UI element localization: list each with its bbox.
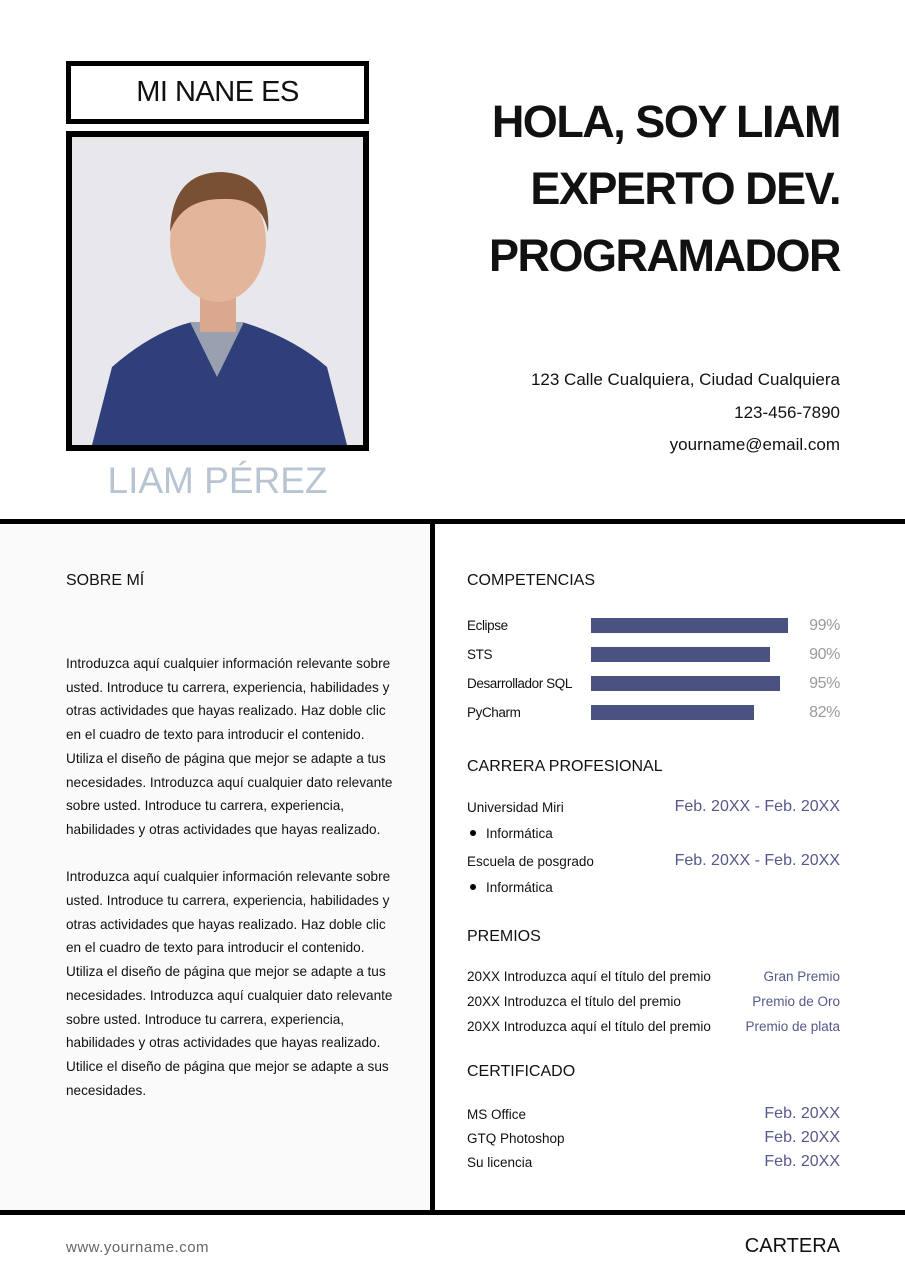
about-paragraph: Introduzca aquí cualquier información relevante sobre usted. Introduce tu carrera, experiencia, habilidades y otras actividades que hayas realizado. Haz doble clic en el cuadro de texto para introducir el contenido. Utiliza el diseño de página que mejor se adapte a tus necesidades. Introduzca aquí cualquier dato relevante sobre usted. Introduce tu carrera, experiencia, habilidades y otras actividades que hayas realizado. Utilice el diseño de página que mejor se adapte a sus necesidades.: [66, 869, 393, 1098]
skill-bar: [591, 676, 780, 691]
phone: 123-456-7890: [734, 402, 840, 422]
awards-list: [467, 964, 840, 1039]
skill-track: [591, 676, 796, 691]
skill-percent: 95%: [809, 674, 840, 692]
section-title: CERTIFICADO: [467, 1063, 576, 1080]
contact-info: [531, 364, 840, 462]
headline-line: PROGRAMADOR: [489, 230, 840, 281]
career-dates: Feb. 20XX - Feb. 20XX: [674, 852, 840, 869]
skill-track: [591, 618, 796, 633]
cert-date: Feb. 20XX: [764, 1129, 840, 1146]
career-detail: Informática: [486, 825, 553, 841]
cert-name: Su licencia: [467, 1154, 533, 1170]
headline: [489, 88, 840, 289]
skill-row: [467, 611, 840, 640]
headline-line: HOLA, SOY LIAM: [491, 96, 840, 147]
skill-name: Desarrollador SQL: [467, 676, 572, 691]
award-name: Premio de plata: [745, 1019, 840, 1034]
skill-row: [467, 640, 840, 669]
profile-photo: [66, 131, 369, 451]
career-place: Escuela de posgrado: [467, 853, 594, 869]
name-box: MI NANE ES: [66, 61, 369, 124]
about-text: [66, 652, 401, 1126]
skill-percent: 82%: [809, 703, 840, 721]
skill-track: [591, 705, 796, 720]
website-link[interactable]: www.yourname.com: [66, 1239, 210, 1256]
skill-name: PyCharm: [467, 705, 521, 720]
divider: [0, 1210, 905, 1215]
skill-bar: [591, 618, 788, 633]
bullet-icon: [470, 884, 476, 890]
skill-name: Eclipse: [467, 618, 508, 633]
skill-row: [467, 669, 840, 698]
skill-percent: 90%: [809, 645, 840, 663]
award-title: 20XX Introduzca el título del premio: [467, 994, 681, 1009]
skill-row: [467, 698, 840, 727]
cert-date: Feb. 20XX: [764, 1153, 840, 1170]
portfolio-label: CARTERA: [744, 1235, 840, 1257]
section-title: SOBRE MÍ: [66, 572, 145, 589]
address: 123 Calle Cualquiera, Ciudad Cualquiera: [530, 370, 840, 389]
award-name: Premio de Oro: [752, 994, 840, 1009]
certs-list: [467, 1102, 840, 1174]
award-title: 20XX Introduzca aquí el título del premio: [467, 1019, 711, 1034]
award-title: 20XX Introduzca aquí el título del premio: [467, 969, 711, 984]
award-name: Gran Premio: [763, 969, 840, 984]
email[interactable]: yourname@email.com: [669, 435, 840, 454]
cert-name: GTQ Photoshop: [467, 1130, 565, 1146]
cert-date: Feb. 20XX: [764, 1105, 840, 1122]
bullet-icon: [470, 830, 476, 836]
divider: [0, 519, 905, 524]
career-dates: Feb. 20XX - Feb. 20XX: [674, 798, 840, 815]
full-name: LIAM PÉREZ: [107, 460, 328, 501]
skill-name: STS: [467, 647, 493, 662]
career-detail: Informática: [486, 879, 553, 895]
section-title: CARRERA PROFESIONAL: [467, 758, 663, 775]
skill-track: [591, 647, 796, 662]
skill-percent: 99%: [809, 616, 840, 634]
divider: [430, 519, 435, 1212]
headline-line: EXPERTO DEV.: [530, 163, 840, 214]
skill-bar: [591, 705, 754, 720]
cert-name: MS Office: [467, 1106, 527, 1122]
skills-list: [467, 611, 840, 727]
section-title: COMPETENCIAS: [467, 572, 596, 589]
career-list: [467, 795, 840, 899]
skill-bar: [591, 647, 770, 662]
career-place: Universidad Miri: [467, 799, 564, 815]
about-paragraph: Introduzca aquí cualquier información relevante sobre usted. Introduce tu carrera, experiencia, habilidades y otras actividades que hayas realizado. Haz doble clic en el cuadro de texto para introducir el contenido. Utiliza el diseño de página que mejor se adapte a tus necesidades. Introduzca aquí cualquier dato relevante sobre usted. Introduce tu carrera, experiencia, habilidades y otras actividades que hayas realizado.: [66, 656, 393, 837]
section-title: PREMIOS: [467, 928, 541, 945]
